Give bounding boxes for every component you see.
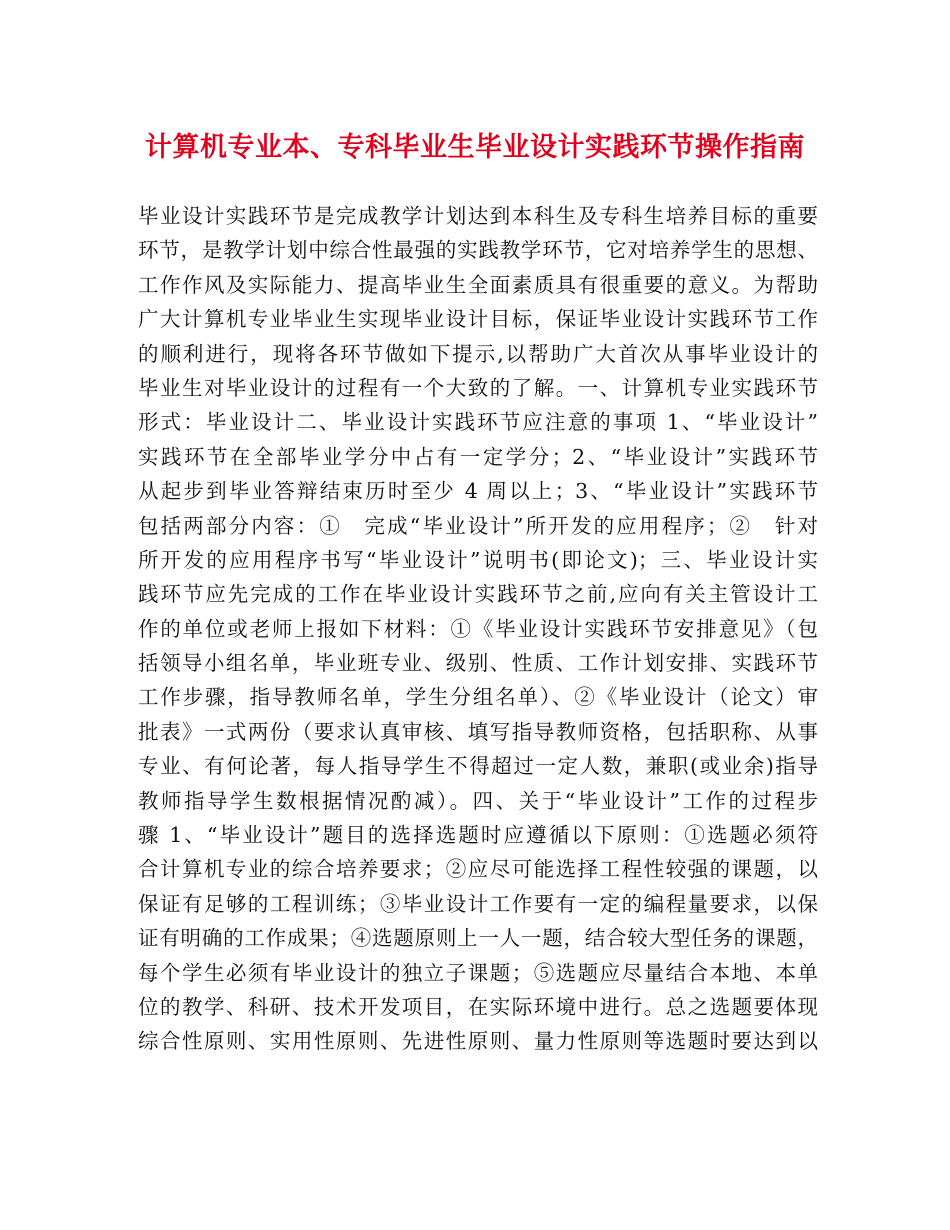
body-line: 批表》一式两份（要求认真审核、填写指导教师资格，包括职称、从事 — [138, 719, 818, 744]
body-line: 从起步到毕业答辩结束历时至少 4 周以上；3、“毕业设计”实践环节 — [138, 479, 818, 504]
body-line: 综合性原则、实用性原则、先进性原则、量力性原则等选题时要达到以 — [138, 1029, 818, 1054]
body-line: 专业、有何论著，每人指导学生不得超过一定人数，兼职(或业余)指导 — [138, 754, 818, 779]
body-line: 践环节应先完成的工作在毕业设计实践环节之前,应向有关主管设计工 — [138, 582, 818, 607]
body-line: 每个学生必须有毕业设计的独立子课题；⑤选题应尽量结合本地、本单 — [138, 960, 818, 985]
body-line: 保证有足够的工程训练；③毕业设计工作要有一定的编程量要求，以保 — [138, 891, 818, 916]
body-line: 实践环节在全部毕业学分中占有一定学分；2、“毕业设计”实践环节 — [138, 444, 818, 469]
body-line: 广大计算机专业毕业生实现毕业设计目标，保证毕业设计实践环节工作 — [138, 307, 818, 332]
body-line: 合计算机专业的综合培养要求；②应尽可能选择工程性较强的课题，以 — [138, 857, 818, 882]
body-line: 的顺利进行，现将各环节做如下提示,以帮助广大首次从事毕业设计的 — [138, 341, 818, 366]
document-body — [138, 199, 818, 1059]
body-line: 环节，是教学计划中综合性最强的实践教学环节，它对培养学生的思想、 — [138, 238, 818, 263]
document-title: 计算机专业本、专科毕业生毕业设计实践环节操作指南 — [145, 132, 805, 163]
body-line: 括领导小组名单，毕业班专业、级别、性质、工作计划安排、实践环节 — [138, 651, 818, 676]
body-line: 作的单位或老师上报如下材料：①《毕业设计实践环节安排意见》（包 — [138, 616, 818, 641]
body-line: 所开发的应用程序书写“毕业设计”说明书(即论文)；三、毕业设计实 — [138, 547, 818, 572]
body-line: 位的教学、科研、技术开发项目，在实际环境中进行。总之选题要体现 — [138, 994, 818, 1019]
body-line: 教师指导学生数根据情况酌减）。四、关于“毕业设计”工作的过程步 — [138, 788, 818, 813]
body-line: 证有明确的工作成果；④选题原则上一人一题，结合较大型任务的课题， — [138, 926, 818, 951]
body-line: 工作作风及实际能力、提高毕业生全面素质具有很重要的意义。为帮助 — [138, 272, 818, 297]
body-line: 毕业设计实践环节是完成教学计划达到本科生及专科生培养目标的重要 — [138, 204, 818, 228]
body-line: 包括两部分内容：① 完成“毕业设计”所开发的应用程序；② 针对 — [138, 513, 818, 538]
body-line: 骤 1、“毕业设计”题目的选择选题时应遵循以下原则：①选题必须符 — [138, 823, 818, 848]
body-line: 工作步骤，指导教师名单，学生分组名单）、②《毕业设计（论文）审 — [138, 685, 818, 710]
body-line: 形式：毕业设计二、毕业设计实践环节应注意的事项 1、“毕业设计” — [138, 410, 818, 435]
body-line: 毕业生对毕业设计的过程有一个大致的了解。一、计算机专业实践环节 — [138, 375, 818, 400]
